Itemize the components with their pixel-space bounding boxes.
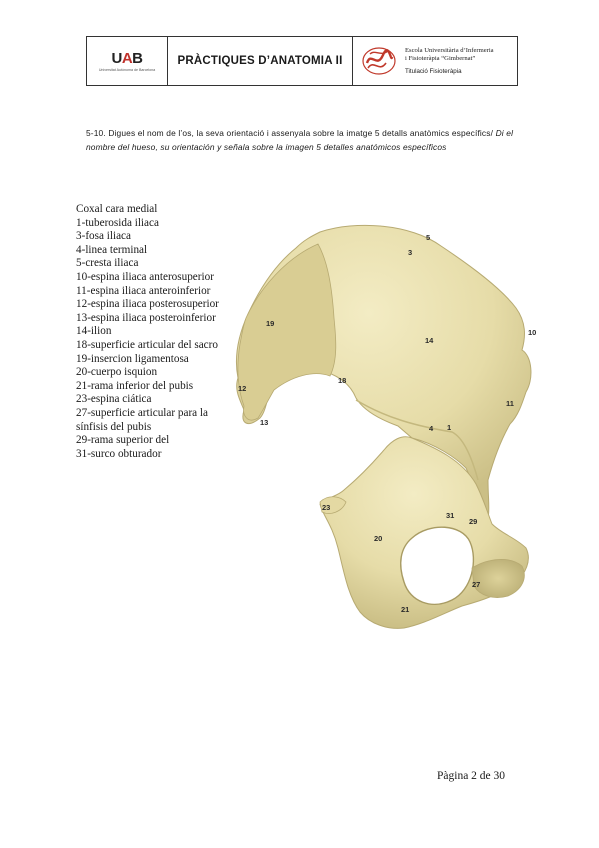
label-1: 1 [447,423,452,432]
pubic-surface [472,559,524,597]
legend-item: 14-ilion [76,325,112,338]
legend-item: 31-surco obturador [76,447,162,460]
label-19: 19 [266,319,275,328]
label-12: 12 [238,384,247,393]
legend-item: 11-espina iliaca anteroinferior [76,284,211,297]
exercise-text-catalan: 5-10. Digues el nom de l’os, la seva orientació i assenyala sobre la imatge 5 detalls anatòmics específics/ [86,128,494,138]
school-line-1: Escola Universitària d’Infermeria [405,46,494,54]
label-10: 10 [528,328,537,337]
label-20: 20 [374,534,383,543]
school-text [405,47,494,76]
label-23: 23 [322,503,331,512]
label-21: 21 [401,605,410,614]
label-11: 11 [506,399,514,408]
uab-logo-mark: UAB [111,50,143,67]
exercise-instructions [86,127,526,154]
exercise-text-spanish: Di el nombre del hueso, su orientación y señala sobre la imagen 5 detalles anatómicos específicos [86,128,514,152]
anatomy-legend-list [76,203,219,461]
legend-item: 4-linea terminal [76,243,148,256]
legend-item: 13-espina iliaca posteroinferior [76,311,216,324]
label-4: 4 [429,424,434,433]
label-31: 31 [446,511,455,520]
legend-item: 21-rama inferior del pubis [76,379,194,392]
school-line-2: i Fisioteràpia “Gimbernat” [405,54,476,62]
uab-logo-subtext: Universitat Autònoma de Barcelona [98,68,156,72]
sacral-surface [238,244,336,420]
label-5: 5 [426,233,431,242]
legend-item: 27-superficie articular para la [76,406,208,419]
header-title: PRÀCTIQUES D’ANATOMIA II [168,37,353,85]
page-number: Pàgina 2 de 30 [437,770,506,782]
legend-item: 18-superficie articular del sacro [76,338,218,351]
degree-title: Titulació Fisioteràpia [405,67,462,75]
page-header [86,36,518,86]
label-29: 29 [469,517,478,526]
label-13: 13 [260,418,269,427]
school-block [353,37,517,85]
label-27: 27 [472,580,481,589]
label-18: 18 [338,376,347,385]
legend-item: 12-espina iliaca posterosuperior [76,298,219,311]
label-14: 14 [425,336,434,345]
gimbernat-logo-icon [361,43,397,79]
legend-item: Coxal cara medial [76,203,158,215]
legend-item: 19-insercion ligamentosa [76,352,189,365]
legend-item: 3-fosa iliaca [76,230,131,243]
legend-item: 29-rama superior del [76,434,170,447]
label-3: 3 [408,248,413,257]
legend-item: 20-cuerpo isquion [76,366,158,379]
hip-bone-image [226,218,552,640]
legend-item: 10-espina iliaca anterosuperior [76,270,214,283]
legend-item: 5-cresta iliaca [76,257,139,270]
legend-item: sínfisis del pubis [76,420,152,433]
legend-item: 1-tuberosida iliaca [76,216,159,229]
uab-logo [87,37,168,85]
legend-item: 23-espina ciática [76,393,152,406]
obturator-foramen [401,527,474,604]
